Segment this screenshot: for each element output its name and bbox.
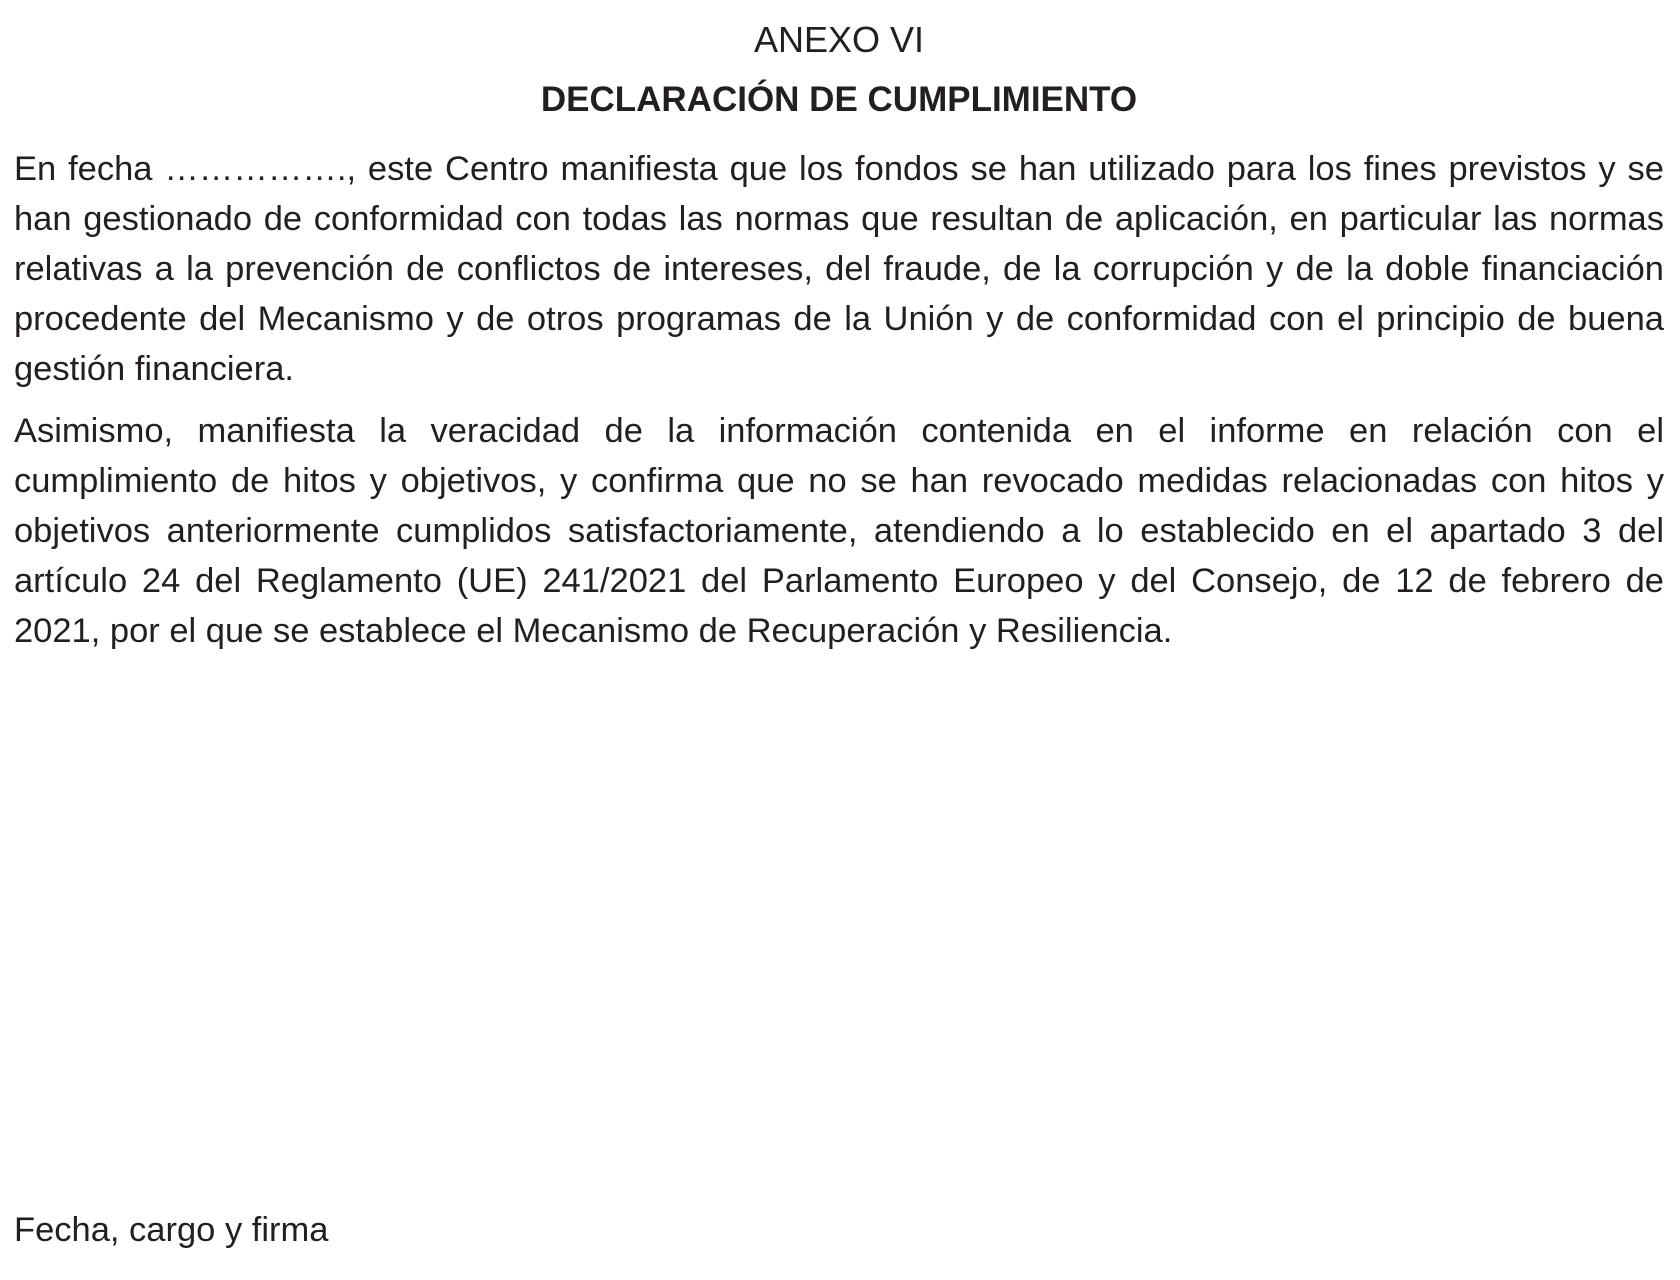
- document-body: [14, 144, 1664, 668]
- document-page: [14, 0, 1664, 1280]
- paragraph-veracity: Asimismo, manifiesta la veracidad de la información contenida en el informe en relación con el cumplimiento de hitos y objetivos, y confirma que no se han revocado medidas relacionadas con hitos y objetivos anteriormente cumplidos satisfactoriamente, atendiendo a lo establecido en el apartado 3 del artículo 24 del Reglamento (UE) 241/2021 del Parlamento Europeo y del Consejo, de 12 de febrero de 2021, por el que se establece el Mecanismo de Recuperación y Resiliencia.: [14, 412, 1664, 650]
- paragraph-declaration: En fecha ……………., este Centro manifiesta que los fondos se han utilizado para los fines previstos y se han gestionado de conformidad con todas las normas que resultan de aplicación, en particular las normas relativas a la prevención de conflictos de intereses, del fraude, de la corrupción y de la doble financiación procedente del Mecanismo y de otros programas de la Unión y de conformidad con el principio de buena gestión financiera.: [14, 150, 1664, 388]
- annex-label: ANEXO VI: [753, 19, 925, 60]
- document-title: DECLARACIÓN DE CUMPLIMIENTO: [540, 80, 1138, 119]
- signature-line: Fecha, cargo y firma: [14, 1211, 329, 1249]
